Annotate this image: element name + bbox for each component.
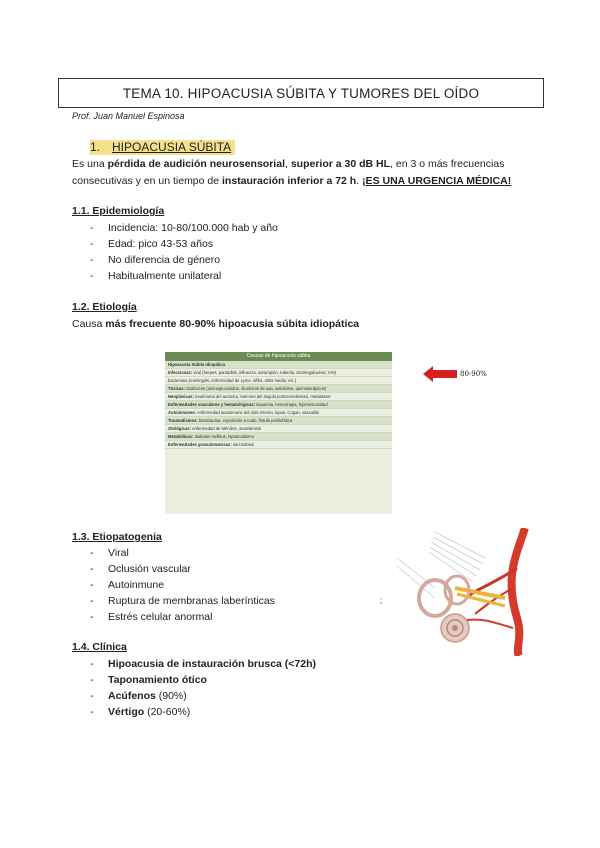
epidemiology-heading: 1.1. Epidemiología: [72, 205, 165, 217]
intro-bold: instauración inferior a 72 h: [222, 175, 357, 187]
causes-table: [165, 352, 392, 514]
intro-bold: superior a 30 dB HL: [290, 158, 391, 170]
table-row: Metabólicas: diabetes mellitus, hipotiroidismo: [165, 433, 392, 441]
section-number: 1.: [90, 140, 101, 154]
clinic-heading: 1.4. Clínica: [72, 641, 127, 653]
urgency-note: ¡ES UNA URGENCIA MÉDICA!: [362, 175, 512, 187]
table-row: Enfermedades vasculares y hematológicas: isquemia, hemorragia, hiperviscosidad: [165, 401, 392, 409]
list-item: - Viral: [90, 547, 129, 559]
etiology-heading: 1.2. Etiología: [72, 301, 137, 313]
arrow-left-icon: [423, 366, 457, 382]
list-item: - Vértigo (20-60%): [90, 706, 191, 718]
list-item: - Incidencia: 10-80/100.000 hab y año: [90, 222, 278, 234]
etiopathogenesis-heading: 1.3. Etiopatogenia: [72, 531, 162, 543]
list-item: - Acúfenos (90%): [90, 690, 187, 702]
table-row: Traumatismos: barotrauma, exposición a ruido, fístula perilinfática: [165, 417, 392, 425]
table-row: Otológicas: enfermedad de Ménière, otosclerosis: [165, 425, 392, 433]
list-item: - Estrés celular anormal: [90, 611, 213, 623]
clinic-list: [90, 656, 316, 720]
list-item: - Autoinmune: [90, 579, 165, 591]
inner-ear-illustration: [395, 528, 545, 656]
list-item: - No diferencia de género: [90, 254, 221, 266]
list-item: - Oclusión vascular: [90, 563, 191, 575]
table-header: Causas de hipoacusia súbita: [165, 352, 392, 361]
table-row: Tóxicas: ototóxicos (aminoglucósidos, diuréticos de asa, salicilatos, quimioterápicos): [165, 385, 392, 393]
section-heading-1: [90, 140, 235, 155]
intro-bold: pérdida de audición neurosensorial: [107, 158, 285, 170]
professor-name: Prof. Juan Manuel Espinosa: [72, 111, 185, 121]
document-title: [58, 78, 544, 108]
list-item: - Ruptura de membranas laberínticas: [90, 595, 275, 607]
epidemiology-list: [90, 220, 278, 284]
table-row: Hipoacusia Súbita Idiopática: [165, 361, 392, 369]
etiology-text: Causa más frecuente 80-90% hipoacusia súbita idiopática: [72, 318, 360, 330]
list-item: - Habitualmente unilateral: [90, 270, 222, 282]
intro-text: , en 3 o más frecuencias consecutivas y en un tiempo de: [72, 158, 505, 187]
table-row: Neoplásicas: neurinoma del acústico, tumores del ángulo pontocerebeloso, metástasis: [165, 393, 392, 401]
list-item: - Hipoacusia de instauración brusca (<72h): [90, 658, 317, 670]
intro-text: Es una: [72, 158, 108, 170]
intro-text: .: [356, 175, 363, 187]
table-row: Enfermedades granulomatosas: sarcoidosis: [165, 441, 392, 449]
title-text: TEMA 10. HIPOACUSIA SÚBITA Y TUMORES DEL OÍDO: [122, 85, 480, 101]
intro-text: ,: [284, 158, 291, 170]
semicolon-mark: ;: [380, 596, 383, 605]
table-row: bacteriana (meningitis, enfermedad de Lyme, sífilis, otitis media, etc.): [165, 377, 392, 385]
list-item: - Taponamiento ótico: [90, 674, 207, 686]
percentage-annotation: 80-90%: [460, 370, 487, 378]
etiopathogenesis-list: [90, 545, 275, 625]
list-item: - Edad: pico 43-53 años: [90, 238, 214, 250]
table-row: Autoinmunes: enfermedad autoinmune del oído interno, lupus, Cogan, vasculitis: [165, 409, 392, 417]
section-label: HIPOACUSIA SÚBITA: [112, 140, 232, 154]
intro-paragraph: [72, 156, 528, 190]
table-row: Infecciosas: viral (herpes, parotiditis, influenza, sarampión, rubeola, citomegalovirus, VIH): [165, 369, 392, 377]
